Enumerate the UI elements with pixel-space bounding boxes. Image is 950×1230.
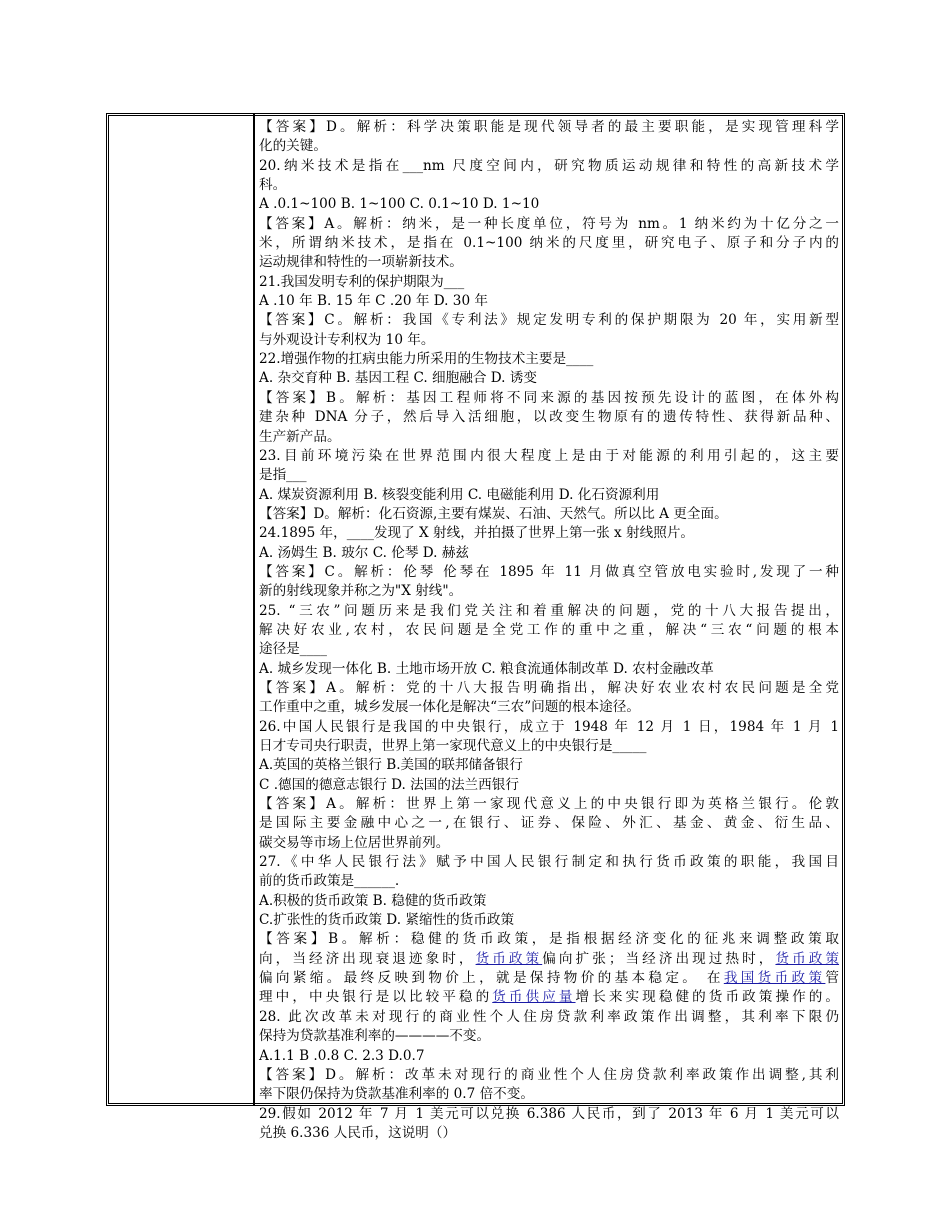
- text-line: 【答案】B。解析：基因工程师将不同来源的基因按预先设计的蓝图，在体外构: [259, 389, 839, 406]
- text-line: 工作重中之重，城乡发展一体化是解决“三农”问题的根本途径。: [259, 699, 640, 716]
- text-line: A. 杂交育种 B. 基因工程 C. 细胞融合 D. 诱变: [259, 370, 537, 387]
- text-line: 与外观设计专利权为 10 年。: [259, 331, 435, 348]
- text-line: A.积极的货币政策 B. 稳健的货币政策: [259, 892, 487, 909]
- text-line: 【答案】C。解析：伦琴 伦琴在 1895 年 11 月做真空管放电实验时,发现了一种: [259, 563, 839, 580]
- text-line: 28. 此次改革未对现行的商业性个人住房贷款利率政策作出调整，其利率下限仍: [259, 1008, 839, 1025]
- text-line: C.扩张性的货币政策 D. 紧缩性的货币政策: [259, 912, 515, 929]
- text-line: 22.增强作物的扛病虫能力所采用的生物技术主要是____: [259, 351, 594, 368]
- text-line: A.英国的英格兰银行 B.美国的联邦储备银行: [259, 757, 523, 774]
- text-line: A .0.1~100 B. 1~100 C. 0.1~10 D. 1~10: [259, 196, 540, 213]
- text-line: A. 煤炭资源利用 B. 核裂变能利用 C. 电磁能利用 D. 化石资源利用: [259, 486, 660, 503]
- link-monetary-policy[interactable]: 货币政策: [475, 950, 543, 967]
- text-line: 25. “三农”问题历来是我们党关注和着重解决的问题，党的十八大报告提出，: [259, 602, 839, 619]
- text-line: 21.我国发明专利的保护期限为___: [259, 273, 465, 290]
- text-line: 运动规律和特性的一项崭新技术。: [259, 254, 463, 271]
- link-money-supply[interactable]: 货币供应量: [492, 989, 576, 1006]
- document-body: [259, 118, 840, 1141]
- text-line: 率下限仍保持为贷款基准利率的 0.7 倍不变。: [259, 1086, 534, 1103]
- link-china-monetary-policy[interactable]: 我国货币政策: [723, 970, 826, 987]
- text-line: 向，当经济出现衰退迹象时，货币政策偏向扩张；当经济出现过热时，货币政策: [259, 950, 840, 967]
- text-line: 化的关键。: [259, 138, 327, 155]
- text-line: A.1.1 B .0.8 C. 2.3 D.0.7: [259, 1047, 425, 1064]
- text-line: 米，所谓纳米技术，是指在 0.1~100 纳米的尺度里，研究电子、原子和分子内的: [259, 235, 839, 252]
- text-line: 日才专司央行职责，世界上第一家现代意义上的中央银行是_____: [259, 738, 647, 754]
- text-line: 23.目前环境污染在世界范围内很大程度上是由于对能源的利用引起的，这主要: [259, 447, 839, 464]
- text-line: 【答案】D。解析：科学决策职能是现代领导者的最主要职能，是实现管理科学: [259, 119, 839, 135]
- text-line: 偏向紧缩。最终反映到物价上，就是保持物价的基本稳定。 在我国货币政策管: [259, 970, 839, 987]
- text-line: 建杂种 DNA 分子，然后导入活细胞，以改变生物原有的遗传特性、获得新品种、: [259, 409, 839, 426]
- text-line: 20.纳米技术是指在___nm 尺度空间内，研究物质运动规律和特性的高新技术学: [259, 157, 839, 174]
- text-line: 科。: [259, 177, 287, 194]
- text-line: 29.假如 2012 年 7 月 1 美元可以兑换 6.386 人民币，到了 2013 年 6 月 1 美元可以: [259, 1105, 839, 1122]
- text-line: 【答案】A。解析：党的十八大报告明确指出，解决好农业农村农民问题是全党: [259, 679, 839, 696]
- text-line: 【答案】A。解析：纳米，是一种长度单位，符号为 nm。1 纳米约为十亿分之一: [259, 215, 839, 232]
- link-monetary-policy[interactable]: 货币政策: [775, 950, 840, 967]
- text-line: 解决好农业,农村，农民问题是全党工作的重中之重，解决“三农“问题的根本: [259, 621, 839, 638]
- text-line: 兑换 6.336 人民币，这说明（）: [259, 1124, 457, 1141]
- text-line: 【答案】D。解析：改革未对现行的商业性个人住房贷款利率政策作出调整,其利: [259, 1066, 839, 1083]
- text-line: 【答案】C。解析：我国《专利法》规定发明专利的保护期限为 20 年，实用新型: [259, 312, 839, 329]
- text-line: 碳交易等市场上位居世界前列。: [259, 834, 450, 851]
- text-line: 生产新产品。: [259, 428, 341, 445]
- text-line: C .德国的德意志银行 D. 法国的法兰西银行: [259, 776, 519, 793]
- text-line: 新的射线现象并称之为"X 射线"。: [259, 583, 463, 600]
- text-line: A .10 年 B. 15 年 C .20 年 D. 30 年: [259, 293, 489, 310]
- text-line: 是国际主要金融中心之一,在银行、证券、保险、外汇、基金、黄金、衍生品、: [259, 815, 839, 832]
- text-line: 途径是____: [259, 641, 327, 658]
- text-line: A. 汤姆生 B. 玻尔 C. 伦琴 D. 赫兹: [259, 544, 470, 561]
- text-line: 【答案】D。解析：化石资源,主要有煤炭、石油、天然气。所以比 A 更全面。: [259, 505, 728, 522]
- text-line: 是指___: [259, 467, 307, 484]
- text-line: 【答案】B。解析：稳健的货币政策，是指根据经济变化的征兆来调整政策取: [259, 931, 839, 948]
- text-line: 27.《中华人民银行法》赋予中国人民银行制定和执行货币政策的职能，我国目: [259, 854, 839, 871]
- text-line: 前的货币政策是______.: [259, 873, 400, 890]
- text-line: 24.1895 年，____发现了 X 射线，并拍摄了世界上第一张 x 射线照片。: [259, 525, 695, 542]
- text-line: 【答案】A。解析：世界上第一家现代意义上的中央银行即为英格兰银行。伦敦: [259, 796, 839, 813]
- text-line: 保持为贷款基准利率的————不变。: [259, 1028, 491, 1045]
- text-line: A. 城乡发现一体化 B. 土地市场开放 C. 粮食流通体制改革 D. 农村金融改革: [259, 660, 714, 677]
- column-divider: [253, 113, 255, 1106]
- text-line: 26.中国人民银行是我国的中央银行，成立于 1948 年 12 月 1 日，1984 年 1 月 1: [259, 718, 839, 735]
- text-line: 理中，中央银行是以比较平稳的货币供应量增长来实现稳健的货币政策操作的。: [259, 989, 840, 1006]
